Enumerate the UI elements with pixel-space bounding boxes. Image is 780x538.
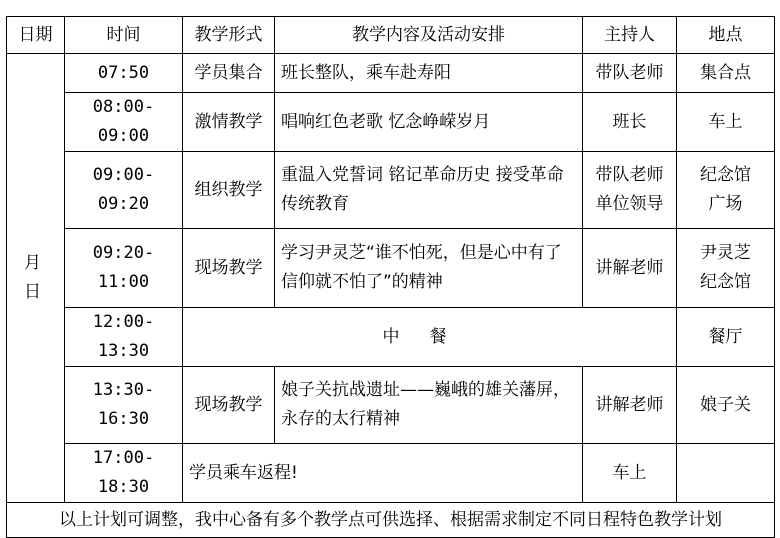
time-cell: 09:00-09:20 xyxy=(65,152,183,229)
meal-label: 中餐 xyxy=(382,326,477,347)
place-line: 纪念馆 xyxy=(700,272,751,292)
host-cell: 讲解老师 xyxy=(583,367,677,444)
meal-cell xyxy=(183,308,677,367)
table-row xyxy=(7,54,775,93)
time-cell: 17:00-18:30 xyxy=(65,444,183,503)
place-cell: 车上 xyxy=(677,93,775,152)
table-row xyxy=(7,229,775,308)
time-cell: 08:00-09:00 xyxy=(65,93,183,152)
content-cell: 学员乘车返程! xyxy=(183,444,583,503)
place-cell: 餐厅 xyxy=(677,308,775,367)
header-host: 主持人 xyxy=(583,17,677,54)
content-cell: 重温入党誓词 铭记革命历史 接受革命传统教育 xyxy=(275,152,583,229)
time-cell: 12:00-13:30 xyxy=(65,308,183,367)
host-line: 带队老师 xyxy=(595,165,664,185)
content-cell: 学习尹灵芝“谁不怕死，但是心中有了信仰就不怕了”的精神 xyxy=(275,229,583,308)
form-cell: 现场教学 xyxy=(183,229,275,308)
host-cell: 带队老师 xyxy=(583,54,677,93)
form-cell: 组织教学 xyxy=(183,152,275,229)
table-row xyxy=(7,367,775,444)
schedule-table xyxy=(6,16,775,538)
place-line: 尹灵芝 xyxy=(700,243,751,263)
header-place: 地点 xyxy=(677,17,775,54)
time-cell: 07:50 xyxy=(65,54,183,93)
time-cell: 13:30-16:30 xyxy=(65,367,183,444)
content-cell: 班长整队，乘车赴寿阳 xyxy=(275,54,583,93)
time-cell: 09:20-11:00 xyxy=(65,229,183,308)
place-cell xyxy=(677,152,775,229)
header-form: 教学形式 xyxy=(183,17,275,54)
date-cell: 月 日 xyxy=(7,54,65,503)
place-line: 广场 xyxy=(708,194,743,214)
table-row xyxy=(7,93,775,152)
place-cell: 娘子关 xyxy=(677,367,775,444)
table-row xyxy=(7,152,775,229)
host-line: 单位领导 xyxy=(595,194,664,214)
form-cell: 学员集合 xyxy=(183,54,275,93)
place-line: 纪念馆 xyxy=(700,165,751,185)
footer-note: 以上计划可调整，我中心备有多个教学点可供选择、根据需求制定不同日程特色教学计划 xyxy=(7,503,775,538)
content-cell: 娘子关抗战遗址——巍峨的雄关藩屏，永存的太行精神 xyxy=(275,367,583,444)
table-row xyxy=(7,308,775,367)
host-cell: 班长 xyxy=(583,93,677,152)
header-content: 教学内容及活动安排 xyxy=(275,17,583,54)
form-cell: 激情教学 xyxy=(183,93,275,152)
place-cell xyxy=(677,229,775,308)
form-cell: 现场教学 xyxy=(183,367,275,444)
host-cell xyxy=(583,152,677,229)
place-cell: 集合点 xyxy=(677,54,775,93)
header-row xyxy=(7,17,775,54)
place-cell xyxy=(677,444,775,503)
header-date: 日期 xyxy=(7,17,65,54)
host-cell: 讲解老师 xyxy=(583,229,677,308)
host-cell: 车上 xyxy=(583,444,677,503)
header-time: 时间 xyxy=(65,17,183,54)
footer-row xyxy=(7,503,775,538)
table-row xyxy=(7,444,775,503)
content-cell: 唱响红色老歌 忆念峥嵘岁月 xyxy=(275,93,583,152)
